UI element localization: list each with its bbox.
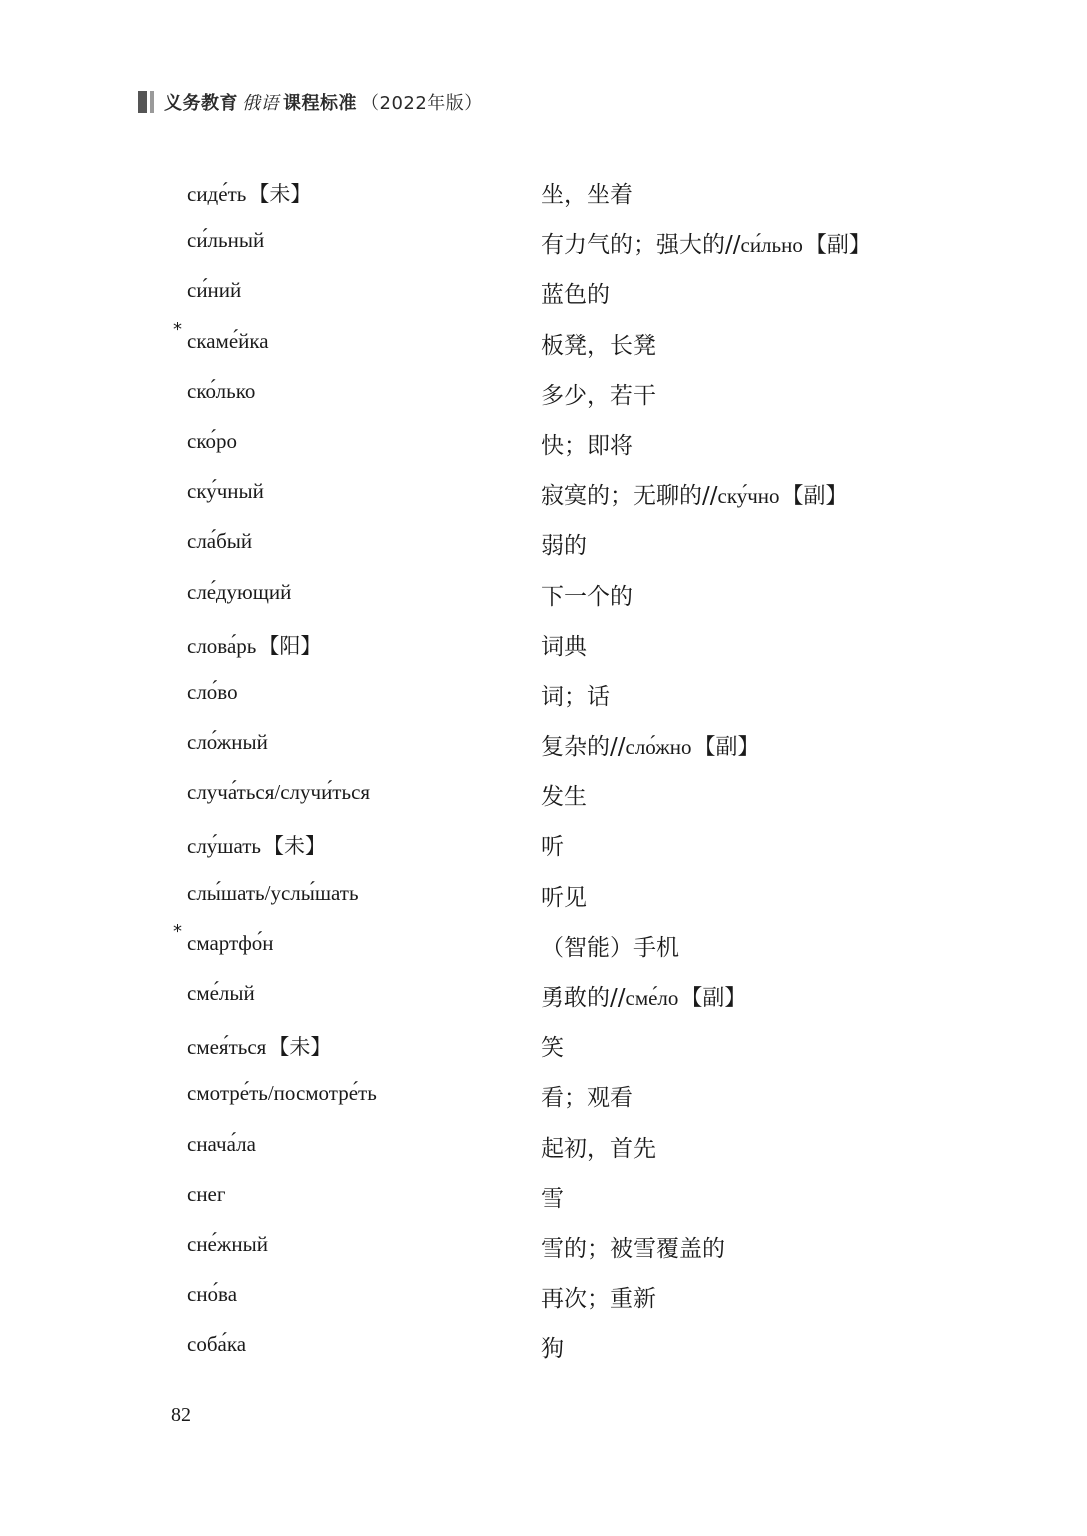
russian-word xyxy=(187,479,264,504)
list-item xyxy=(0,166,1087,216)
list-item xyxy=(0,1270,1087,1320)
chinese-meaning xyxy=(541,628,587,661)
grammar-tag: 【副】 xyxy=(693,735,760,761)
list-item xyxy=(0,1120,1087,1170)
header-title-edition: （2022年版） xyxy=(361,93,483,114)
russian-word-text: си́льный xyxy=(187,228,265,253)
russian-word-text: снег xyxy=(187,1181,226,1206)
list-item xyxy=(0,969,1087,1019)
chinese-meaning-text: 词典 xyxy=(541,633,587,660)
chinese-meaning-text: 狗 xyxy=(541,1336,564,1363)
chinese-meaning-text: 笑 xyxy=(541,1035,564,1062)
chinese-meaning xyxy=(541,1180,564,1213)
list-item xyxy=(0,1220,1087,1270)
list-item xyxy=(0,1320,1087,1370)
chinese-meaning xyxy=(541,377,656,410)
russian-word-text: ско́ро xyxy=(187,428,237,453)
russian-word-text: си́ний xyxy=(187,278,242,303)
chinese-meaning-text: 多少，若干 xyxy=(541,382,656,409)
russian-word-text: сла́бый xyxy=(187,529,253,554)
chinese-meaning-text: 听见 xyxy=(541,884,587,911)
russian-word-text: слу́шать xyxy=(187,834,262,859)
chinese-meaning-text: 发生 xyxy=(541,784,587,811)
grammar-tag: 【副】 xyxy=(781,484,848,510)
russian-word-text: смея́ться xyxy=(187,1035,267,1060)
chinese-meaning-text: 板凳，长凳 xyxy=(541,332,656,359)
chinese-meaning xyxy=(541,1330,564,1363)
chinese-meaning-text: 词；话 xyxy=(541,683,610,710)
page-number: 82 xyxy=(171,1404,191,1426)
russian-word xyxy=(187,1132,256,1157)
list-item xyxy=(0,818,1087,868)
russian-word xyxy=(187,178,311,208)
chinese-meaning-text: 复杂的// xyxy=(541,734,626,761)
russian-word-text: соба́ка xyxy=(187,1332,247,1357)
chinese-meaning xyxy=(541,578,633,611)
list-item xyxy=(0,869,1087,919)
chinese-meaning-text: 起初，首先 xyxy=(541,1135,656,1162)
chinese-meaning xyxy=(541,1029,564,1062)
chinese-meaning xyxy=(541,1280,656,1313)
related-adverb: си́льно xyxy=(740,233,803,258)
list-item xyxy=(0,1019,1087,1069)
grammar-tag: 【未】 xyxy=(263,834,327,859)
russian-word-text: сно́ва xyxy=(187,1282,238,1307)
russian-word-text: скаме́йка xyxy=(187,328,269,353)
list-item xyxy=(0,618,1087,668)
russian-word-text: снача́ла xyxy=(187,1131,256,1156)
chinese-meaning xyxy=(541,226,871,259)
russian-word xyxy=(187,931,274,956)
russian-word xyxy=(187,1182,226,1207)
russian-word xyxy=(187,429,237,454)
running-header xyxy=(138,88,483,116)
chinese-meaning-text: 勇敢的// xyxy=(541,985,626,1011)
chinese-meaning xyxy=(541,1130,656,1163)
grammar-tag: 【未】 xyxy=(268,1035,332,1060)
chinese-meaning xyxy=(541,276,610,309)
vocabulary-list xyxy=(0,166,1087,1371)
chinese-meaning xyxy=(541,1079,633,1112)
related-adverb: ску́чно xyxy=(717,484,780,509)
chinese-meaning-text: （智能）手机 xyxy=(541,934,679,961)
chinese-meaning xyxy=(541,778,587,811)
russian-word-text: ско́лько xyxy=(187,378,256,403)
chinese-meaning-text: 寂寞的；无聊的// xyxy=(541,483,718,510)
chinese-meaning xyxy=(541,879,587,912)
list-item xyxy=(0,718,1087,768)
list-item xyxy=(0,317,1087,367)
russian-word xyxy=(187,730,268,755)
header-bar-icon xyxy=(138,91,154,113)
chinese-meaning-text: 有力气的；强大的// xyxy=(541,232,741,259)
list-item xyxy=(0,919,1087,969)
russian-word xyxy=(187,379,255,404)
russian-word xyxy=(187,680,238,705)
chinese-meaning xyxy=(541,176,633,209)
grammar-tag: 【副】 xyxy=(680,986,747,1011)
russian-word xyxy=(187,278,241,303)
grammar-tag: 【副】 xyxy=(804,233,871,259)
list-item xyxy=(0,216,1087,266)
russian-word-text: сне́жный xyxy=(187,1231,268,1256)
russian-word-text: ску́чный xyxy=(187,479,264,504)
russian-word xyxy=(187,1232,268,1257)
russian-word xyxy=(187,1332,246,1357)
chinese-meaning xyxy=(541,527,587,560)
russian-word-text: слы́шать/услы́шать xyxy=(187,880,359,905)
chinese-meaning xyxy=(541,678,610,711)
grammar-tag: 【未】 xyxy=(248,182,312,206)
russian-word xyxy=(187,529,252,554)
list-item xyxy=(0,668,1087,718)
list-item xyxy=(0,1170,1087,1220)
list-item xyxy=(0,417,1087,467)
chinese-meaning-text: 雪 xyxy=(541,1185,564,1212)
russian-word xyxy=(187,580,291,605)
list-item xyxy=(0,568,1087,618)
list-item xyxy=(0,768,1087,818)
russian-word xyxy=(187,1031,331,1061)
chinese-meaning xyxy=(541,477,848,510)
list-item xyxy=(0,517,1087,567)
russian-word-text: сло́жный xyxy=(187,730,268,755)
optional-word-marker: * xyxy=(173,318,182,340)
related-adverb: сме́ло xyxy=(625,986,679,1010)
list-item xyxy=(0,266,1087,316)
chinese-meaning-text: 弱的 xyxy=(541,533,587,560)
russian-word-text: сле́дующий xyxy=(187,579,292,604)
russian-word xyxy=(187,1282,237,1307)
russian-word-text: сме́лый xyxy=(187,981,255,1005)
russian-word xyxy=(187,630,321,660)
chinese-meaning xyxy=(541,427,633,460)
chinese-meaning-text: 快；即将 xyxy=(541,432,633,459)
chinese-meaning-text: 看；观看 xyxy=(541,1085,633,1112)
list-item xyxy=(0,1069,1087,1119)
chinese-meaning-text: 雪的；被雪覆盖的 xyxy=(541,1235,725,1262)
chinese-meaning xyxy=(541,728,760,761)
russian-word xyxy=(187,780,370,805)
russian-word-text: случа́ться/случи́ться xyxy=(187,780,371,805)
chinese-meaning-text: 再次；重新 xyxy=(541,1286,656,1313)
russian-word xyxy=(187,228,264,253)
header-title xyxy=(164,89,483,115)
related-adverb: сло́жно xyxy=(625,735,692,760)
chinese-meaning xyxy=(541,929,679,962)
header-title-part2: 课程标准 xyxy=(283,93,357,114)
list-item xyxy=(0,367,1087,417)
list-item xyxy=(0,467,1087,517)
chinese-meaning xyxy=(541,979,746,1012)
russian-word xyxy=(187,981,255,1006)
grammar-tag: 【阳】 xyxy=(258,633,322,658)
header-title-subject: 俄语 xyxy=(242,93,279,114)
optional-word-marker: * xyxy=(173,920,182,942)
header-title-part1: 义务教育 xyxy=(164,93,238,114)
russian-word-text: смотре́ть/посмотре́ть xyxy=(187,1081,377,1106)
chinese-meaning xyxy=(541,1230,725,1263)
chinese-meaning-text: 坐，坐着 xyxy=(541,182,633,208)
russian-word-text: сло́во xyxy=(187,679,238,704)
chinese-meaning-text: 下一个的 xyxy=(541,583,633,610)
chinese-meaning-text: 听 xyxy=(541,834,564,861)
russian-word xyxy=(187,881,359,906)
chinese-meaning xyxy=(541,327,656,360)
russian-word-text: смартфо́н xyxy=(187,930,274,955)
russian-word xyxy=(187,830,326,860)
chinese-meaning xyxy=(541,828,564,861)
chinese-meaning-text: 蓝色的 xyxy=(541,282,610,309)
russian-word-text: слова́рь xyxy=(187,633,257,658)
russian-word xyxy=(187,329,269,354)
russian-word xyxy=(187,1081,377,1106)
russian-word-text: сиде́ть xyxy=(187,182,247,206)
